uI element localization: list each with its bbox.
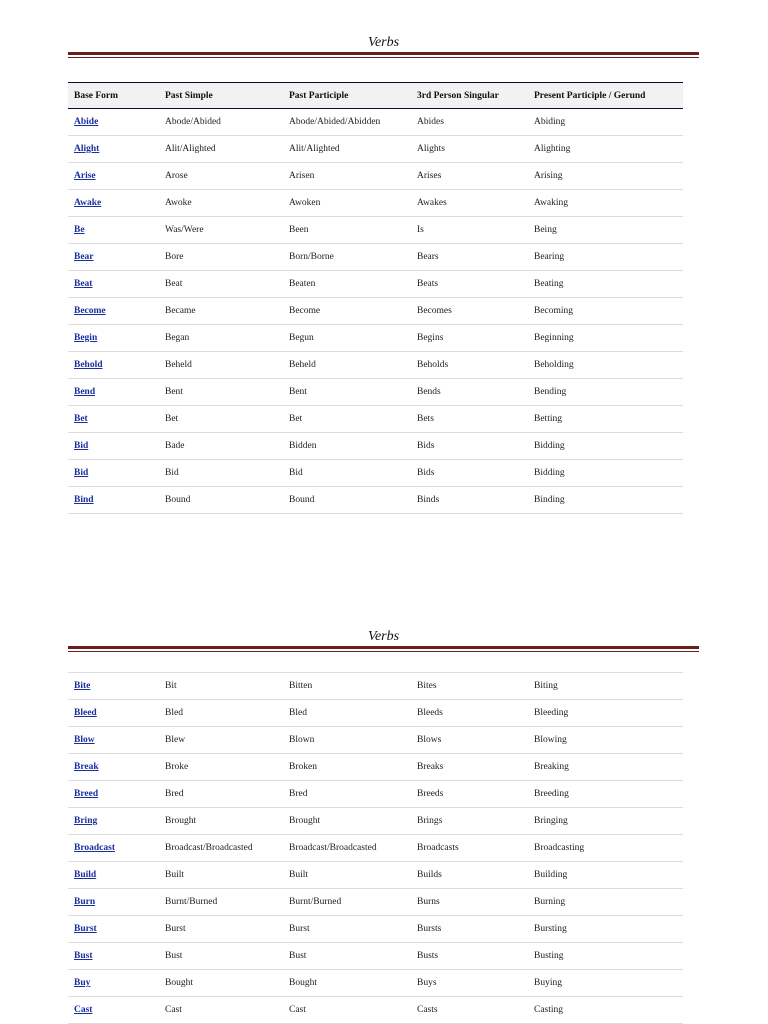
cell-present-participle: Blowing [528, 727, 683, 754]
cell-base-form [68, 460, 159, 487]
table-row [68, 460, 683, 487]
cell-past-participle: Bitten [283, 673, 411, 700]
cell-third-person: Beholds [411, 352, 528, 379]
verb-link[interactable]: Bring [74, 816, 98, 826]
cell-past-simple: Bred [159, 781, 283, 808]
header-present-participle: Present Participle / Gerund [534, 90, 646, 101]
cell-past-participle: Built [283, 862, 411, 889]
cell-present-participle: Being [528, 217, 683, 244]
table-row [68, 487, 683, 514]
cell-third-person: Bears [411, 244, 528, 271]
cell-past-simple: Bled [159, 700, 283, 727]
verb-link[interactable]: Alight [74, 144, 100, 154]
cell-base-form [68, 970, 159, 997]
cell-present-participle: Alighting [528, 136, 683, 163]
verb-link[interactable]: Bind [74, 495, 94, 505]
cell-past-participle: Brought [283, 808, 411, 835]
cell-past-participle: Beheld [283, 352, 411, 379]
table-row [68, 943, 683, 970]
cell-present-participle: Abiding [528, 109, 683, 136]
verb-link[interactable]: Burst [74, 924, 97, 934]
cell-third-person: Bets [411, 406, 528, 433]
cell-past-participle: Bred [283, 781, 411, 808]
cell-past-simple: Bent [159, 379, 283, 406]
cell-past-participle: Cast [283, 997, 411, 1024]
cell-third-person: Casts [411, 997, 528, 1024]
cell-past-simple: Burst [159, 916, 283, 943]
cell-past-simple: Alit/Alighted [159, 136, 283, 163]
cell-present-participle: Arising [528, 163, 683, 190]
cell-present-participle: Betting [528, 406, 683, 433]
cell-third-person: Alights [411, 136, 528, 163]
cell-past-participle: Bound [283, 487, 411, 514]
table-row [68, 217, 683, 244]
cell-base-form [68, 217, 159, 244]
cell-past-simple: Broadcast/Broadcasted [159, 835, 283, 862]
table-row [68, 727, 683, 754]
cell-past-simple: Was/Were [159, 217, 283, 244]
table-row [68, 889, 683, 916]
table-row [68, 754, 683, 781]
cell-present-participle: Binding [528, 487, 683, 514]
cell-base-form [68, 433, 159, 460]
cell-third-person: Bites [411, 673, 528, 700]
table-body [68, 109, 683, 514]
cell-past-participle: Broadcast/Broadcasted [283, 835, 411, 862]
cell-past-simple: Bet [159, 406, 283, 433]
cell-present-participle: Becoming [528, 298, 683, 325]
table-row [68, 109, 683, 136]
cell-past-participle: Bet [283, 406, 411, 433]
cell-past-simple: Bought [159, 970, 283, 997]
section-title: Verbs [367, 629, 400, 644]
cell-third-person: Bends [411, 379, 528, 406]
cell-past-participle: Bust [283, 943, 411, 970]
cell-past-simple: Bound [159, 487, 283, 514]
cell-third-person: Breaks [411, 754, 528, 781]
verb-link[interactable]: Bear [74, 252, 94, 262]
table-row [68, 673, 683, 700]
verb-link[interactable]: Burn [74, 897, 96, 907]
verb-link[interactable]: Become [74, 306, 106, 316]
cell-present-participle: Bursting [528, 916, 683, 943]
cell-third-person: Begins [411, 325, 528, 352]
cell-base-form [68, 997, 159, 1024]
cell-past-participle: Alit/Alighted [283, 136, 411, 163]
cell-base-form [68, 325, 159, 352]
table-row [68, 379, 683, 406]
table-row [68, 325, 683, 352]
cell-present-participle: Building [528, 862, 683, 889]
cell-third-person: Binds [411, 487, 528, 514]
cell-past-participle: Born/Borne [283, 244, 411, 271]
cell-base-form [68, 889, 159, 916]
cell-base-form [68, 136, 159, 163]
cell-third-person: Brings [411, 808, 528, 835]
verb-link[interactable]: Bend [74, 387, 96, 397]
verb-link[interactable]: Break [74, 762, 99, 772]
verbs-section-1 [68, 0, 699, 514]
cell-base-form [68, 862, 159, 889]
cell-past-participle: Bidden [283, 433, 411, 460]
cell-third-person: Busts [411, 943, 528, 970]
cell-past-simple: Arose [159, 163, 283, 190]
cell-third-person: Is [411, 217, 528, 244]
cell-past-participle: Abode/Abided/Abidden [283, 109, 411, 136]
table-row [68, 136, 683, 163]
cell-present-participle: Bleeding [528, 700, 683, 727]
cell-base-form [68, 727, 159, 754]
verb-link[interactable]: Awake [74, 198, 102, 208]
cell-third-person: Bids [411, 460, 528, 487]
header-base-form: Base Form [74, 90, 119, 101]
cell-present-participle: Bidding [528, 433, 683, 460]
cell-base-form [68, 754, 159, 781]
table-row [68, 406, 683, 433]
cell-third-person: Builds [411, 862, 528, 889]
cell-past-simple: Brought [159, 808, 283, 835]
verbs-table-1 [68, 82, 683, 514]
cell-present-participle: Beating [528, 271, 683, 298]
cell-past-participle: Broken [283, 754, 411, 781]
cell-base-form [68, 352, 159, 379]
cell-past-participle: Been [283, 217, 411, 244]
verb-link[interactable]: Beat [74, 279, 93, 289]
cell-past-simple: Beat [159, 271, 283, 298]
cell-base-form [68, 406, 159, 433]
cell-past-participle: Blown [283, 727, 411, 754]
cell-past-participle: Become [283, 298, 411, 325]
verb-link[interactable]: Behold [74, 360, 103, 370]
cell-present-participle: Casting [528, 997, 683, 1024]
cell-past-simple: Abode/Abided [159, 109, 283, 136]
cell-present-participle: Breaking [528, 754, 683, 781]
cell-base-form [68, 808, 159, 835]
verb-link[interactable]: Build [74, 870, 97, 880]
cell-present-participle: Bearing [528, 244, 683, 271]
table-row [68, 808, 683, 835]
cell-past-simple: Became [159, 298, 283, 325]
cell-past-simple: Built [159, 862, 283, 889]
verb-link[interactable]: Bid [74, 468, 89, 478]
table-row [68, 190, 683, 217]
verb-link[interactable]: Broadcast [74, 843, 115, 853]
cell-past-simple: Bid [159, 460, 283, 487]
verb-link[interactable]: Bid [74, 441, 89, 451]
header-past-participle: Past Participle [289, 90, 349, 101]
table-row [68, 997, 683, 1024]
table-row [68, 970, 683, 997]
cell-past-simple: Bade [159, 433, 283, 460]
table-row [68, 298, 683, 325]
cell-third-person: Buys [411, 970, 528, 997]
cell-past-simple: Began [159, 325, 283, 352]
cell-third-person: Becomes [411, 298, 528, 325]
table-row [68, 352, 683, 379]
cell-base-form [68, 190, 159, 217]
verb-link[interactable]: Cast [74, 1005, 93, 1015]
cell-present-participle: Busting [528, 943, 683, 970]
cell-base-form [68, 271, 159, 298]
verb-link[interactable]: Bleed [74, 708, 97, 718]
table-body [68, 673, 683, 1024]
cell-third-person: Bids [411, 433, 528, 460]
cell-past-participle: Bid [283, 460, 411, 487]
cell-base-form [68, 781, 159, 808]
header-third-person: 3rd Person Singular [417, 90, 499, 101]
verbs-table-2 [68, 672, 683, 1024]
table-row [68, 862, 683, 889]
cell-base-form [68, 943, 159, 970]
cell-past-simple: Blew [159, 727, 283, 754]
cell-present-participle: Bending [528, 379, 683, 406]
verb-link[interactable]: Abide [74, 117, 99, 127]
cell-third-person: Burns [411, 889, 528, 916]
cell-past-simple: Bit [159, 673, 283, 700]
cell-base-form [68, 673, 159, 700]
cell-base-form [68, 700, 159, 727]
table-row [68, 163, 683, 190]
cell-third-person: Bleeds [411, 700, 528, 727]
title-rule [68, 646, 699, 652]
cell-past-participle: Burst [283, 916, 411, 943]
verb-link[interactable]: Bust [74, 951, 93, 961]
cell-third-person: Breeds [411, 781, 528, 808]
cell-third-person: Awakes [411, 190, 528, 217]
cell-past-simple: Beheld [159, 352, 283, 379]
cell-past-participle: Burnt/Burned [283, 889, 411, 916]
cell-base-form [68, 244, 159, 271]
verb-link[interactable]: Be [74, 225, 85, 235]
cell-past-simple: Bore [159, 244, 283, 271]
cell-base-form [68, 835, 159, 862]
verb-link[interactable]: Breed [74, 789, 99, 799]
verb-link[interactable]: Bet [74, 414, 88, 424]
verb-link[interactable]: Buy [74, 978, 91, 988]
cell-base-form [68, 487, 159, 514]
cell-past-participle: Beaten [283, 271, 411, 298]
cell-past-participle: Begun [283, 325, 411, 352]
table-row [68, 433, 683, 460]
cell-present-participle: Awaking [528, 190, 683, 217]
cell-past-participle: Bought [283, 970, 411, 997]
cell-present-participle: Biting [528, 673, 683, 700]
cell-base-form [68, 916, 159, 943]
cell-base-form [68, 109, 159, 136]
verb-link[interactable]: Arise [74, 171, 96, 181]
cell-present-participle: Beholding [528, 352, 683, 379]
cell-past-simple: Burnt/Burned [159, 889, 283, 916]
cell-past-participle: Awoken [283, 190, 411, 217]
cell-base-form [68, 379, 159, 406]
table-header-row [68, 83, 683, 109]
cell-third-person: Blows [411, 727, 528, 754]
section-title: Verbs [367, 35, 400, 50]
cell-present-participle: Bidding [528, 460, 683, 487]
cell-present-participle: Bringing [528, 808, 683, 835]
cell-past-participle: Bent [283, 379, 411, 406]
table-row [68, 835, 683, 862]
cell-base-form [68, 163, 159, 190]
cell-third-person: Abides [411, 109, 528, 136]
cell-present-participle: Burning [528, 889, 683, 916]
cell-present-participle: Broadcasting [528, 835, 683, 862]
cell-past-participle: Arisen [283, 163, 411, 190]
table-row [68, 700, 683, 727]
cell-present-participle: Buying [528, 970, 683, 997]
cell-third-person: Broadcasts [411, 835, 528, 862]
verb-link[interactable]: Begin [74, 333, 98, 343]
verbs-section-2 [68, 594, 699, 1024]
cell-past-simple: Awoke [159, 190, 283, 217]
verb-link[interactable]: Bite [74, 681, 91, 691]
table-row [68, 916, 683, 943]
cell-past-simple: Broke [159, 754, 283, 781]
verb-link[interactable]: Blow [74, 735, 95, 745]
cell-past-participle: Bled [283, 700, 411, 727]
cell-third-person: Bursts [411, 916, 528, 943]
header-past-simple: Past Simple [165, 90, 213, 101]
cell-third-person: Arises [411, 163, 528, 190]
cell-base-form [68, 298, 159, 325]
title-rule [68, 52, 699, 58]
cell-past-simple: Cast [159, 997, 283, 1024]
table-row [68, 781, 683, 808]
cell-present-participle: Breeding [528, 781, 683, 808]
table-row [68, 244, 683, 271]
table-row [68, 271, 683, 298]
cell-third-person: Beats [411, 271, 528, 298]
cell-past-simple: Bust [159, 943, 283, 970]
cell-present-participle: Beginning [528, 325, 683, 352]
